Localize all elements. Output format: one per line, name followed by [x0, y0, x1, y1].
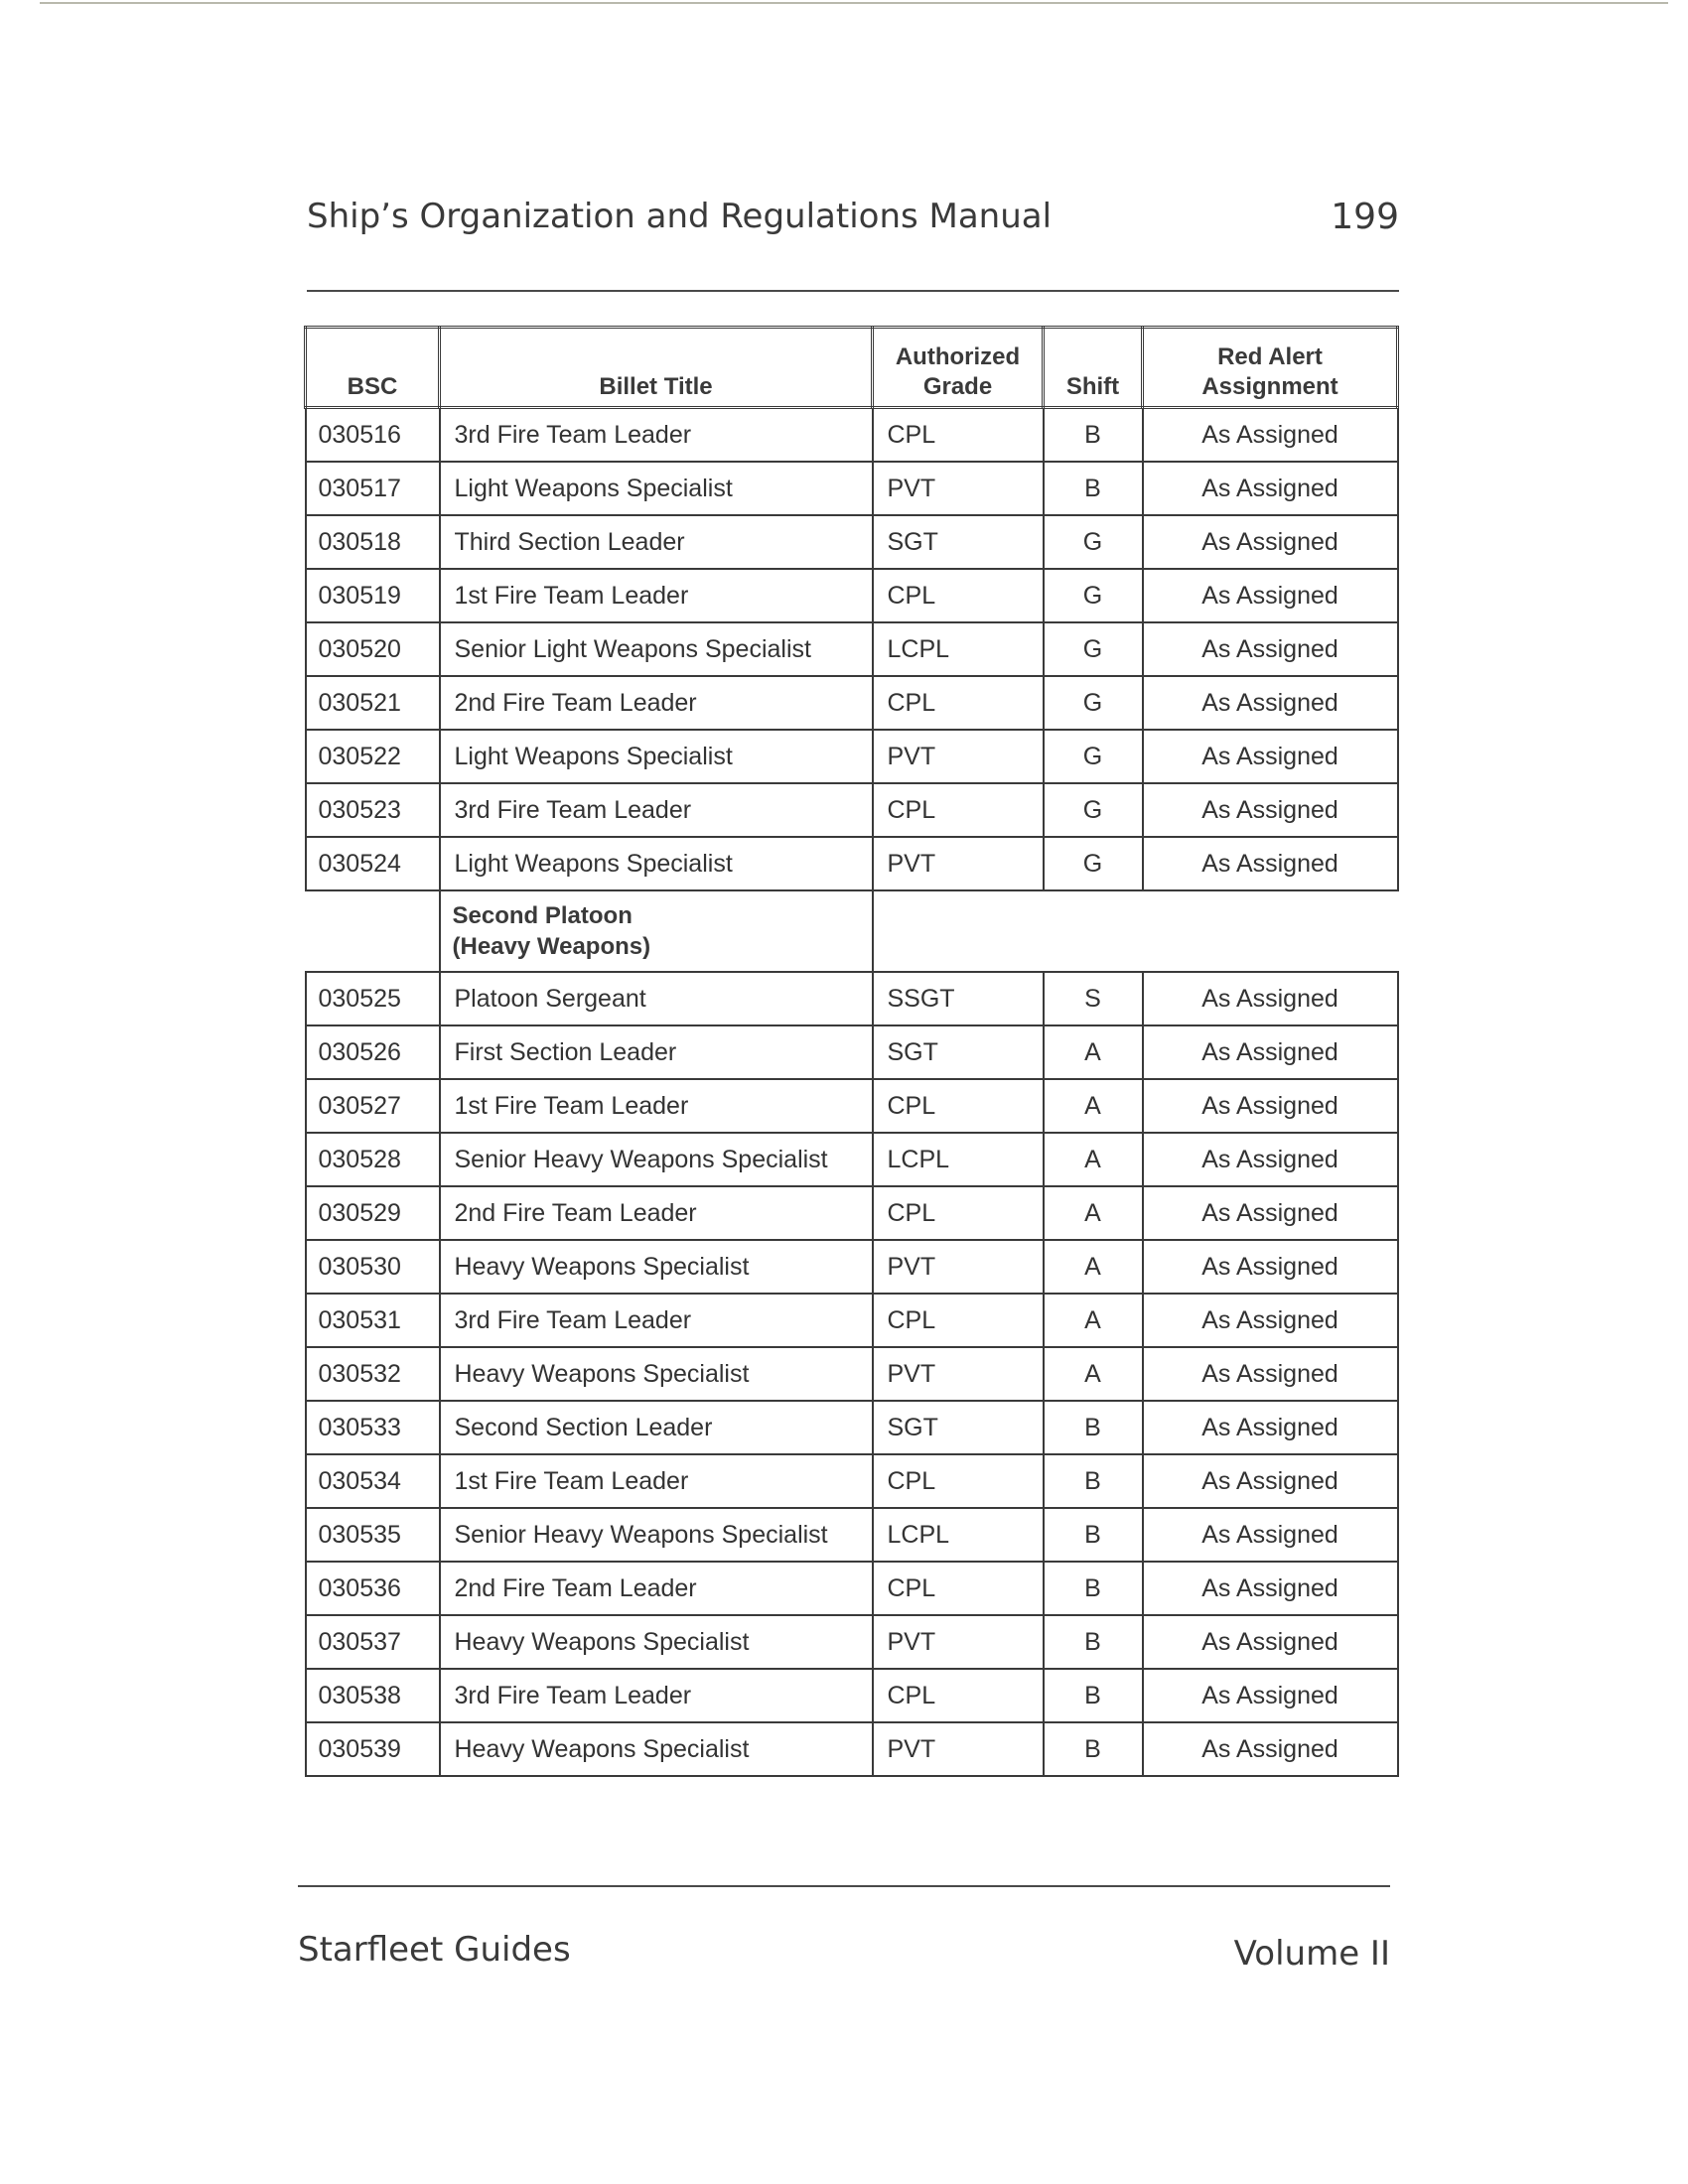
billet-title-cell: Heavy Weapons Specialist [440, 1240, 873, 1294]
table-row [306, 622, 1398, 676]
scan-edge [40, 2, 1668, 12]
red-alert-line2: Assignment [1201, 373, 1338, 400]
header-rule [307, 290, 1399, 292]
bsc-cell: 030517 [306, 462, 440, 515]
table-row [306, 1669, 1398, 1722]
red-alert-cell: As Assigned [1143, 1669, 1398, 1722]
footer-rule [298, 1885, 1390, 1887]
grade-cell: CPL [873, 1562, 1044, 1615]
table-row [306, 462, 1398, 515]
table-row [306, 1186, 1398, 1240]
table-row [306, 1025, 1398, 1079]
column-header-authorized-grade [873, 328, 1044, 408]
column-header-billet-title: Billet Title [440, 328, 873, 408]
grade-cell: CPL [873, 676, 1044, 730]
table-row [306, 1294, 1398, 1347]
bsc-cell: 030518 [306, 515, 440, 569]
grade-cell: PVT [873, 1615, 1044, 1669]
grade-cell: PVT [873, 1722, 1044, 1776]
bsc-cell: 030527 [306, 1079, 440, 1133]
billet-title-cell: 1st Fire Team Leader [440, 569, 873, 622]
shift-cell: B [1044, 1615, 1143, 1669]
red-alert-line1: Red Alert [1217, 343, 1323, 370]
billet-title-cell: Heavy Weapons Specialist [440, 1722, 873, 1776]
section-body [306, 890, 1398, 972]
grade-cell: LCPL [873, 1508, 1044, 1562]
billet-title-cell: 3rd Fire Team Leader [440, 783, 873, 837]
header-row [306, 328, 1398, 408]
page-header [307, 197, 1399, 256]
red-alert-cell: As Assigned [1143, 1454, 1398, 1508]
red-alert-cell: As Assigned [1143, 1562, 1398, 1615]
billet-title-cell: 2nd Fire Team Leader [440, 1186, 873, 1240]
billet-title-cell: Second Section Leader [440, 1401, 873, 1454]
red-alert-cell: As Assigned [1143, 1079, 1398, 1133]
bsc-cell: 030537 [306, 1615, 440, 1669]
red-alert-cell: As Assigned [1143, 837, 1398, 890]
red-alert-cell: As Assigned [1143, 569, 1398, 622]
bsc-cell: 030533 [306, 1401, 440, 1454]
red-alert-cell: As Assigned [1143, 1347, 1398, 1401]
billet-title-cell: Heavy Weapons Specialist [440, 1347, 873, 1401]
red-alert-cell: As Assigned [1143, 1133, 1398, 1186]
billet-title-cell: Third Section Leader [440, 515, 873, 569]
shift-cell: G [1044, 730, 1143, 783]
billet-title-cell: 3rd Fire Team Leader [440, 1669, 873, 1722]
table-row [306, 1133, 1398, 1186]
billet-title-cell: 3rd Fire Team Leader [440, 408, 873, 463]
red-alert-cell: As Assigned [1143, 408, 1398, 463]
shift-cell: A [1044, 1294, 1143, 1347]
bsc-cell: 030521 [306, 676, 440, 730]
billet-title-cell: 3rd Fire Team Leader [440, 1294, 873, 1347]
red-alert-cell: As Assigned [1143, 730, 1398, 783]
grade-cell: PVT [873, 462, 1044, 515]
billet-title-cell: Senior Heavy Weapons Specialist [440, 1133, 873, 1186]
red-alert-cell: As Assigned [1143, 462, 1398, 515]
table-row [306, 676, 1398, 730]
red-alert-cell: As Assigned [1143, 972, 1398, 1025]
shift-cell: A [1044, 1347, 1143, 1401]
grade-cell: PVT [873, 1347, 1044, 1401]
shift-cell: B [1044, 462, 1143, 515]
shift-cell: B [1044, 1401, 1143, 1454]
shift-cell: G [1044, 783, 1143, 837]
section-row [306, 890, 1398, 972]
column-header-red-alert [1143, 328, 1398, 408]
bsc-cell: 030528 [306, 1133, 440, 1186]
table-row [306, 972, 1398, 1025]
billet-table [304, 326, 1399, 1777]
bsc-cell: 030534 [306, 1454, 440, 1508]
bsc-cell: 030539 [306, 1722, 440, 1776]
table-row [306, 1454, 1398, 1508]
bsc-cell: 030538 [306, 1669, 440, 1722]
section-empty-bsc [306, 890, 440, 972]
grade-cell: PVT [873, 730, 1044, 783]
grade-cell: CPL [873, 1454, 1044, 1508]
footer-volume: Volume II [1233, 1934, 1390, 1974]
bsc-cell: 030532 [306, 1347, 440, 1401]
red-alert-cell: As Assigned [1143, 1722, 1398, 1776]
billet-table-container [304, 326, 1396, 1777]
bsc-cell: 030526 [306, 1025, 440, 1079]
shift-cell: G [1044, 515, 1143, 569]
table-row [306, 783, 1398, 837]
red-alert-cell: As Assigned [1143, 1240, 1398, 1294]
column-header-bsc: BSC [306, 328, 440, 408]
red-alert-cell: As Assigned [1143, 1401, 1398, 1454]
grade-cell: SGT [873, 1401, 1044, 1454]
table-row [306, 730, 1398, 783]
billet-title-cell: Platoon Sergeant [440, 972, 873, 1025]
table-row [306, 1508, 1398, 1562]
table-row [306, 1079, 1398, 1133]
red-alert-cell: As Assigned [1143, 1294, 1398, 1347]
billet-title-cell: Senior Light Weapons Specialist [440, 622, 873, 676]
shift-cell: G [1044, 622, 1143, 676]
table-header [306, 328, 1398, 408]
table-row [306, 1615, 1398, 1669]
red-alert-cell: As Assigned [1143, 783, 1398, 837]
shift-cell: S [1044, 972, 1143, 1025]
grade-cell: SGT [873, 515, 1044, 569]
shift-cell: G [1044, 676, 1143, 730]
shift-cell: A [1044, 1240, 1143, 1294]
red-alert-cell: As Assigned [1143, 676, 1398, 730]
bsc-cell: 030522 [306, 730, 440, 783]
billet-title-cell: First Section Leader [440, 1025, 873, 1079]
shift-cell: B [1044, 1454, 1143, 1508]
table-row [306, 1347, 1398, 1401]
table-row [306, 569, 1398, 622]
bsc-cell: 030524 [306, 837, 440, 890]
billet-title-cell: Light Weapons Specialist [440, 730, 873, 783]
bsc-cell: 030516 [306, 408, 440, 463]
billet-title-cell: 2nd Fire Team Leader [440, 676, 873, 730]
shift-cell: B [1044, 1562, 1143, 1615]
bsc-cell: 030525 [306, 972, 440, 1025]
billet-title-cell: 1st Fire Team Leader [440, 1079, 873, 1133]
grade-cell: CPL [873, 1294, 1044, 1347]
shift-cell: G [1044, 837, 1143, 890]
grade-cell: CPL [873, 569, 1044, 622]
authorized-grade-line2: Grade [922, 373, 993, 400]
red-alert-cell: As Assigned [1143, 515, 1398, 569]
page-title: Ship’s Organization and Regulations Manual [307, 197, 1053, 236]
shift-cell: B [1044, 1669, 1143, 1722]
bsc-cell: 030519 [306, 569, 440, 622]
shift-cell: A [1044, 1025, 1143, 1079]
section-title [440, 890, 873, 972]
column-header-shift: Shift [1044, 328, 1143, 408]
grade-cell: CPL [873, 1079, 1044, 1133]
shift-cell: B [1044, 1722, 1143, 1776]
bsc-cell: 030535 [306, 1508, 440, 1562]
red-alert-cell: As Assigned [1143, 622, 1398, 676]
grade-cell: CPL [873, 408, 1044, 463]
red-alert-cell: As Assigned [1143, 1025, 1398, 1079]
grade-cell: PVT [873, 837, 1044, 890]
grade-cell: CPL [873, 1669, 1044, 1722]
table-row [306, 515, 1398, 569]
grade-cell: SGT [873, 1025, 1044, 1079]
shift-cell: B [1044, 1508, 1143, 1562]
grade-cell: LCPL [873, 1133, 1044, 1186]
authorized-grade-line1: Authorized [895, 343, 1021, 370]
billet-title-cell: 2nd Fire Team Leader [440, 1562, 873, 1615]
table-row [306, 1240, 1398, 1294]
billet-title-cell: Light Weapons Specialist [440, 837, 873, 890]
page-number: 199 [1331, 197, 1399, 237]
billet-title-cell: Senior Heavy Weapons Specialist [440, 1508, 873, 1562]
red-alert-cell: As Assigned [1143, 1615, 1398, 1669]
table-row [306, 408, 1398, 463]
table-row [306, 1722, 1398, 1776]
grade-cell: PVT [873, 1240, 1044, 1294]
bsc-cell: 030536 [306, 1562, 440, 1615]
shift-cell: A [1044, 1079, 1143, 1133]
grade-cell: SSGT [873, 972, 1044, 1025]
shift-cell: G [1044, 569, 1143, 622]
table-body-first [306, 408, 1398, 891]
table-row [306, 837, 1398, 890]
red-alert-cell: As Assigned [1143, 1186, 1398, 1240]
page-footer [298, 1930, 1390, 1989]
section-empty-right [873, 890, 1398, 972]
section-title-line2: (Heavy Weapons) [452, 933, 651, 960]
table-row [306, 1401, 1398, 1454]
bsc-cell: 030530 [306, 1240, 440, 1294]
shift-cell: B [1044, 408, 1143, 463]
shift-cell: A [1044, 1186, 1143, 1240]
table-row [306, 1562, 1398, 1615]
billet-title-cell: 1st Fire Team Leader [440, 1454, 873, 1508]
billet-title-cell: Heavy Weapons Specialist [440, 1615, 873, 1669]
footer-publisher: Starfleet Guides [298, 1930, 571, 1970]
bsc-cell: 030531 [306, 1294, 440, 1347]
bsc-cell: 030523 [306, 783, 440, 837]
table-body-second [306, 972, 1398, 1776]
grade-cell: CPL [873, 783, 1044, 837]
grade-cell: CPL [873, 1186, 1044, 1240]
grade-cell: LCPL [873, 622, 1044, 676]
section-title-line1: Second Platoon [452, 902, 633, 929]
bsc-cell: 030520 [306, 622, 440, 676]
bsc-cell: 030529 [306, 1186, 440, 1240]
red-alert-cell: As Assigned [1143, 1508, 1398, 1562]
billet-title-cell: Light Weapons Specialist [440, 462, 873, 515]
shift-cell: A [1044, 1133, 1143, 1186]
